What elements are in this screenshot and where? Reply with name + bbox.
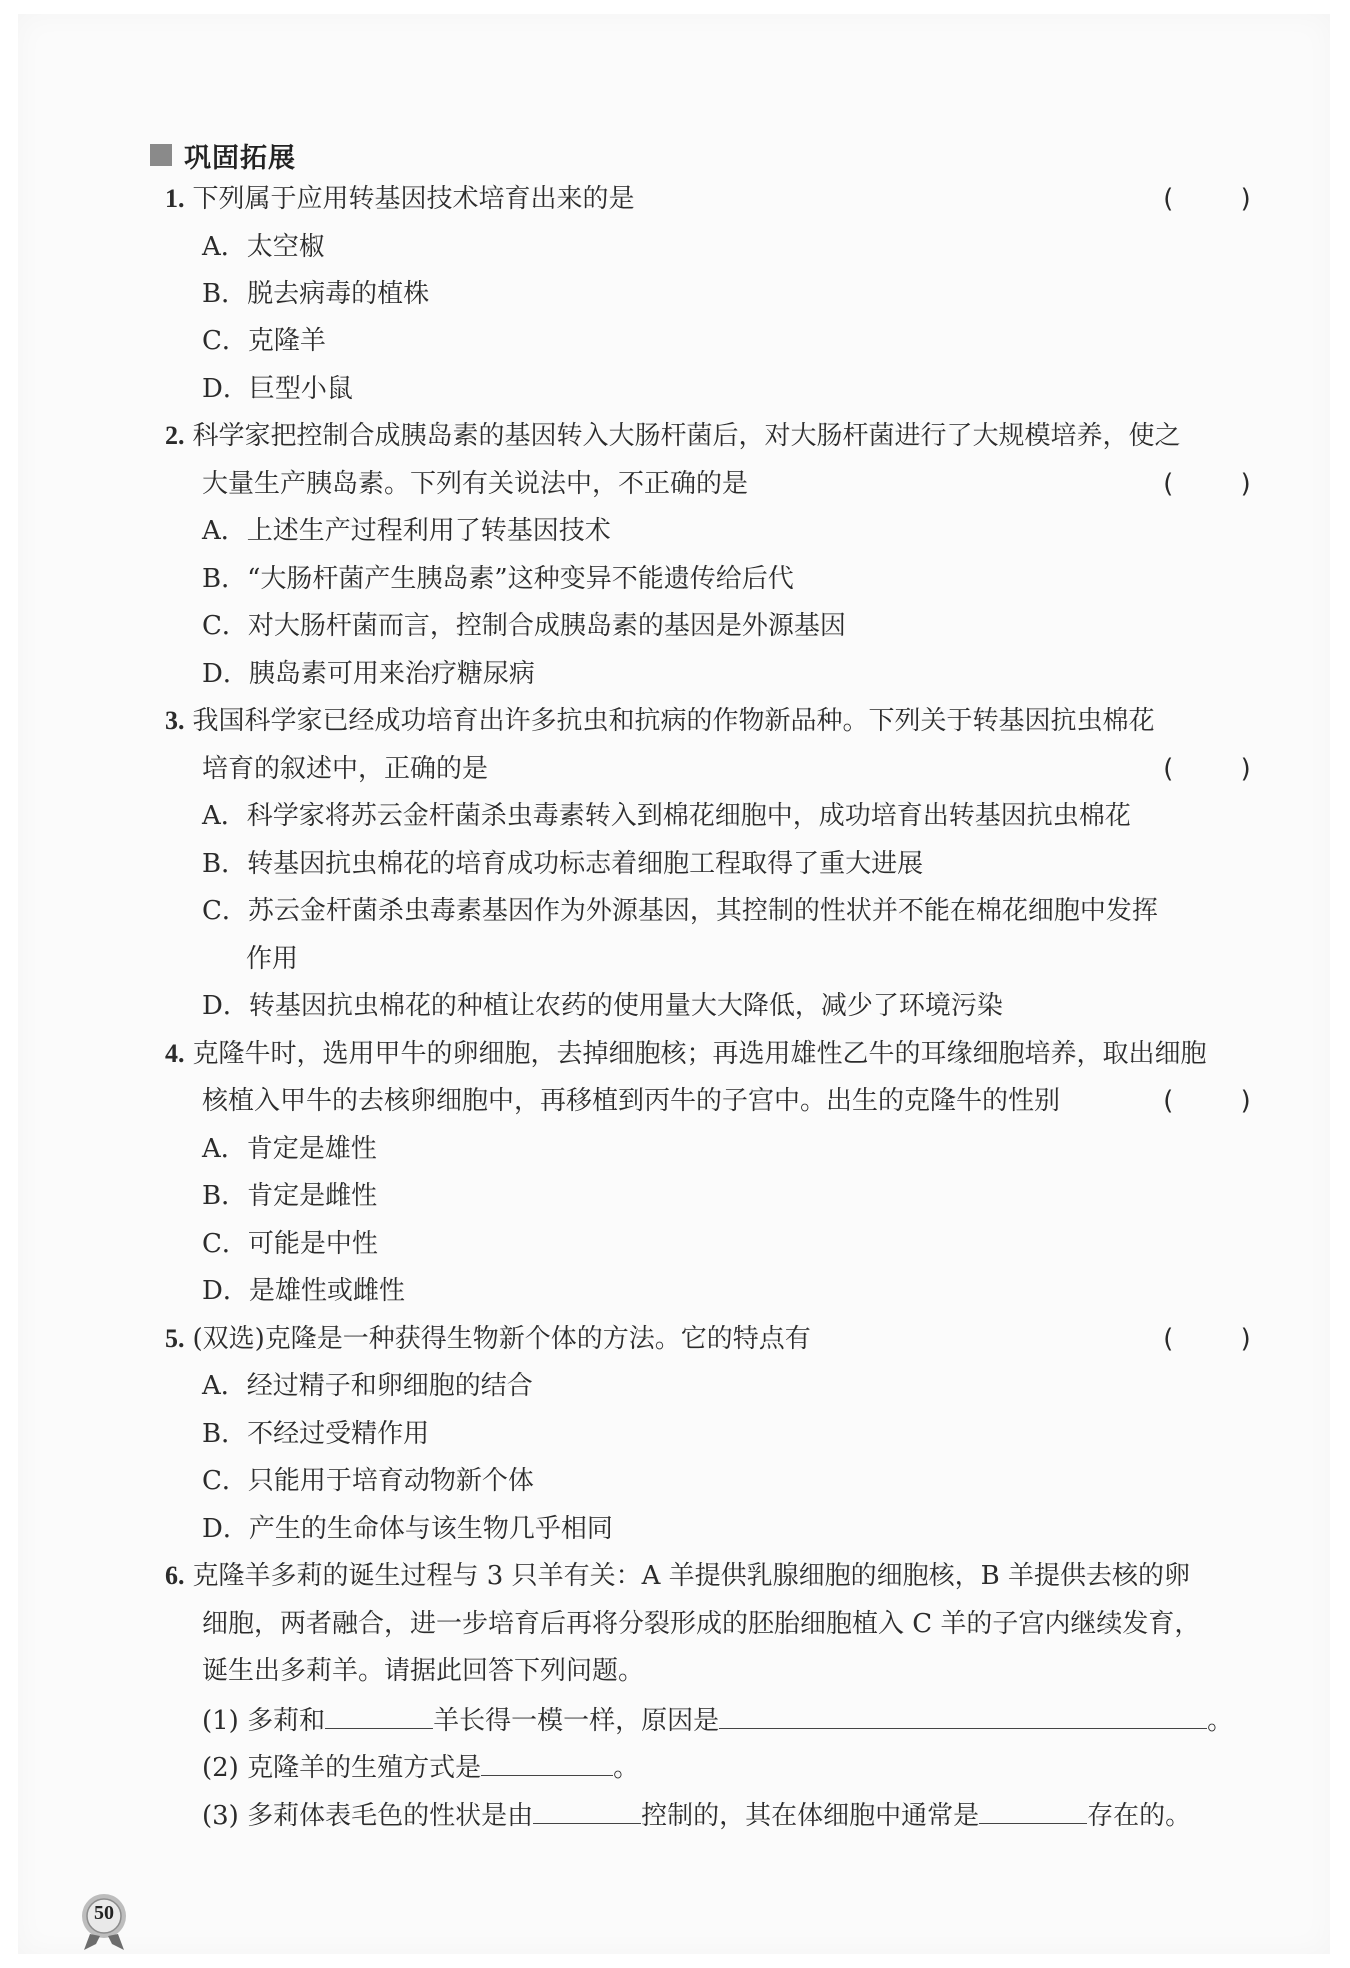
option-5b: B．不经过受精作用 (202, 1419, 430, 1449)
question-2-stem: 2. 科学家把控制合成胰岛素的基因转入大肠杆菌后，对大肠杆菌进行了大规模培养，使之 (165, 421, 1181, 451)
section-marker-icon (150, 144, 172, 166)
page-number: 50 (94, 1902, 114, 1924)
option-5d: D．产生的生命体与该生物几乎相同 (202, 1514, 613, 1544)
option-2a: A．上述生产过程利用了转基因技术 (202, 516, 611, 546)
question-5-stem: 5. (双选)克隆是一种获得生物新个体的方法。它的特点有 (165, 1324, 811, 1354)
fill-blank[interactable] (979, 1797, 1087, 1824)
fill-blank[interactable] (533, 1797, 641, 1824)
sub-question-3: (3) 多莉体表毛色的性状是由 控制的，其在体细胞中通常是 存在的。 (202, 1797, 1191, 1833)
question-6-stem-cont: 细胞，两者融合，进一步培育后再将分裂形成的胚胎细胞植入 C 羊的子宫内继续发育， (202, 1609, 1201, 1639)
option-2b: B．“大肠杆菌产生胰岛素”这种变异不能遗传给后代 (202, 564, 794, 594)
option-4b: B．肯定是雌性 (202, 1181, 378, 1211)
section-title: 巩固拓展 (184, 142, 296, 174)
option-4a: A．肯定是雄性 (202, 1134, 377, 1164)
option-1c: C．克隆羊 (202, 326, 326, 356)
option-2c: C．对大肠杆菌而言，控制合成胰岛素的基因是外源基因 (202, 611, 846, 641)
option-1b: B．脱去病毒的植株 (202, 279, 430, 309)
fill-blank[interactable] (325, 1702, 433, 1729)
question-6-stem-cont: 诞生出多莉羊。请据此回答下列问题。 (202, 1656, 645, 1686)
question-6-stem: 6. 克隆羊多莉的诞生过程与 3 只羊有关：A 羊提供乳腺细胞的细胞核，B 羊提供去核的卵 (165, 1561, 1190, 1591)
question-4-stem-cont: 核植入甲牛的去核卵细胞中，再移植到丙牛的子宫中。出生的克隆牛的性别 (202, 1086, 1061, 1116)
question-4-stem: 4. 克隆牛时，选用甲牛的卵细胞，去掉细胞核；再选用雄性乙牛的耳缘细胞培养，取出细胞 (165, 1039, 1207, 1069)
fill-blank[interactable] (481, 1749, 613, 1776)
question-1-stem: 1. 下列属于应用转基因技术培育出来的是 (165, 184, 635, 214)
section-header (150, 138, 296, 172)
option-3a: A．科学家将苏云金杆菌杀虫毒素转入到棉花细胞中，成功培育出转基因抗虫棉花 (202, 801, 1131, 831)
answer-bracket[interactable]: ( ) (1160, 184, 1254, 214)
answer-bracket[interactable]: ( ) (1160, 754, 1254, 784)
option-3d: D．转基因抗虫棉花的种植让农药的使用量大大降低，减少了环境污染 (202, 991, 1003, 1021)
option-4c: C．可能是中性 (202, 1229, 378, 1259)
answer-bracket[interactable]: ( ) (1160, 1324, 1254, 1354)
sub-question-2: (2) 克隆羊的生殖方式是 。 (202, 1749, 639, 1785)
option-3c: C．苏云金杆菌杀虫毒素基因作为外源基因，其控制的性状并不能在棉花细胞中发挥 (202, 896, 1158, 926)
question-3-stem: 3. 我国科学家已经成功培育出许多抗虫和抗病的作物新品种。下列关于转基因抗虫棉花 (165, 706, 1155, 736)
option-4d: D．是雄性或雌性 (202, 1276, 405, 1306)
option-2d: D．胰岛素可用来治疗糖尿病 (202, 659, 535, 689)
option-3c-cont: 作用 (246, 944, 299, 974)
option-5a: A．经过精子和卵细胞的结合 (202, 1371, 533, 1401)
option-3b: B．转基因抗虫棉花的培育成功标志着细胞工程取得了重大进展 (202, 849, 924, 879)
page-number-badge (78, 1892, 130, 1944)
sub-question-1: (1) 多莉和 羊长得一模一样，原因是 。 (202, 1702, 1233, 1738)
option-5c: C．只能用于培育动物新个体 (202, 1466, 534, 1496)
answer-bracket[interactable]: ( ) (1160, 1086, 1254, 1116)
fill-blank[interactable] (719, 1702, 1207, 1729)
option-1d: D．巨型小鼠 (202, 374, 353, 404)
question-3-stem-cont: 培育的叙述中，正确的是 (202, 754, 489, 784)
option-1a: A．太空椒 (202, 232, 325, 262)
answer-bracket[interactable]: ( ) (1160, 469, 1254, 499)
question-2-stem-cont: 大量生产胰岛素。下列有关说法中，不正确的是 (202, 469, 749, 499)
